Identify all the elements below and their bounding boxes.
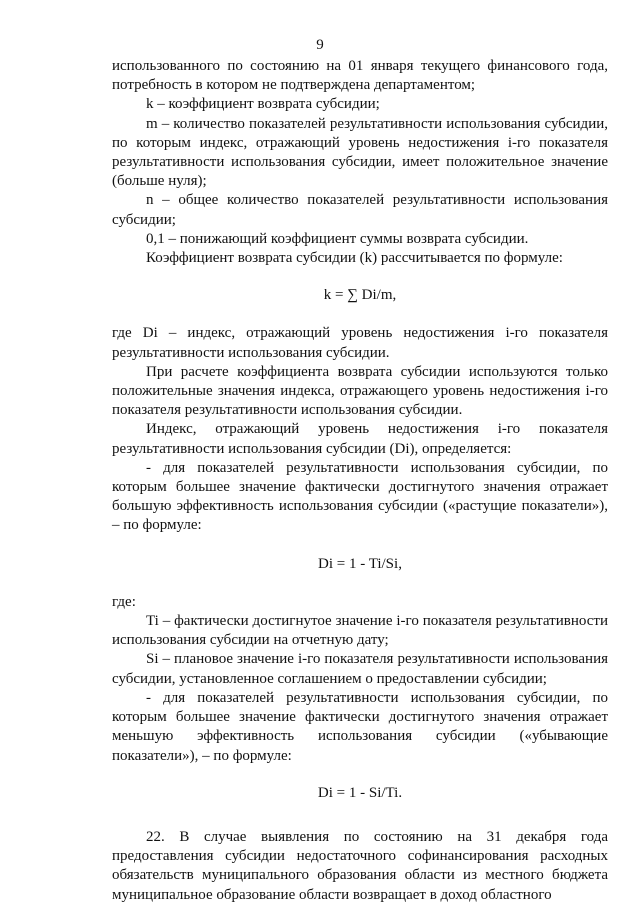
page-number: 9: [316, 37, 324, 53]
paragraph-continuation: использованного по состоянию на 01 января текущего финансового года, потребность в котором не подтверждена департаментом;: [112, 58, 608, 94]
definition-ti: Ti – фактически достигнутое значение i-го показателя результативности использования субсидии на отчетную дату;: [112, 613, 608, 649]
document-body: [112, 57, 608, 905]
definition-reduction-coefficient: 0,1 – понижающий коэффициент суммы возврата субсидии.: [146, 230, 529, 247]
formula-k: k = ∑ Di/m,: [323, 287, 397, 304]
paragraph-22: 22. В случае выявления по состоянию на 31 декабря года предоставления субсидии недостаточного софинансирования расходных обязательств муниципального образования области из местного бюджета муниципальное образование области возвращает в доход областного: [112, 828, 608, 903]
formula-intro-k: Коэффициент возврата субсидии (k) рассчитывается по формуле:: [146, 250, 563, 267]
definition-n: n – общее количество показателей результативности использования субсидии;: [112, 192, 608, 228]
paragraph-positive-values: При расчете коэффициента возврата субсидии используются только положительные значения индекса, отражающего уровень недостижения i-го показателя результативности использования субсидии.: [112, 363, 608, 419]
definition-k: k – коэффициент возврата субсидии;: [146, 96, 380, 113]
list-item-growing-indicators: - для показателей результативности использования субсидии, по которым большее значение фактически достигнутого значения отражает большую эффективность использования субсидии («растущие показатели»), – по формуле:: [112, 459, 608, 534]
paragraph-index-definition: Индекс, отражающий уровень недостижения i-го показателя результативности использования субсидии (Di), определяется:: [112, 421, 608, 457]
label-where: где:: [112, 593, 136, 610]
formula-di-growing: Di = 1 - Ti/Si,: [318, 555, 402, 572]
definition-di: где Di – индекс, отражающий уровень недостижения i-го показателя результативности использования субсидии.: [112, 325, 608, 361]
definition-m: m – количество показателей результативности использования субсидии, по которым индекс, отражающий уровень недостижения i-го показателя результативности использования субсидии, имеет положительное значение (больше нуля);: [112, 115, 608, 190]
list-item-decreasing-indicators: - для показателей результативности использования субсидии, по которым большее значение фактически достигнутого значения отражает меньшую эффективность использования субсидии («убывающие показатели»), – по формуле:: [112, 689, 608, 764]
definition-si: Si – плановое значение i-го показателя результативности использования субсидии, установленное соглашением о предоставлении субсидии;: [112, 651, 608, 687]
formula-di-decreasing: Di = 1 - Si/Ti.: [317, 784, 403, 801]
